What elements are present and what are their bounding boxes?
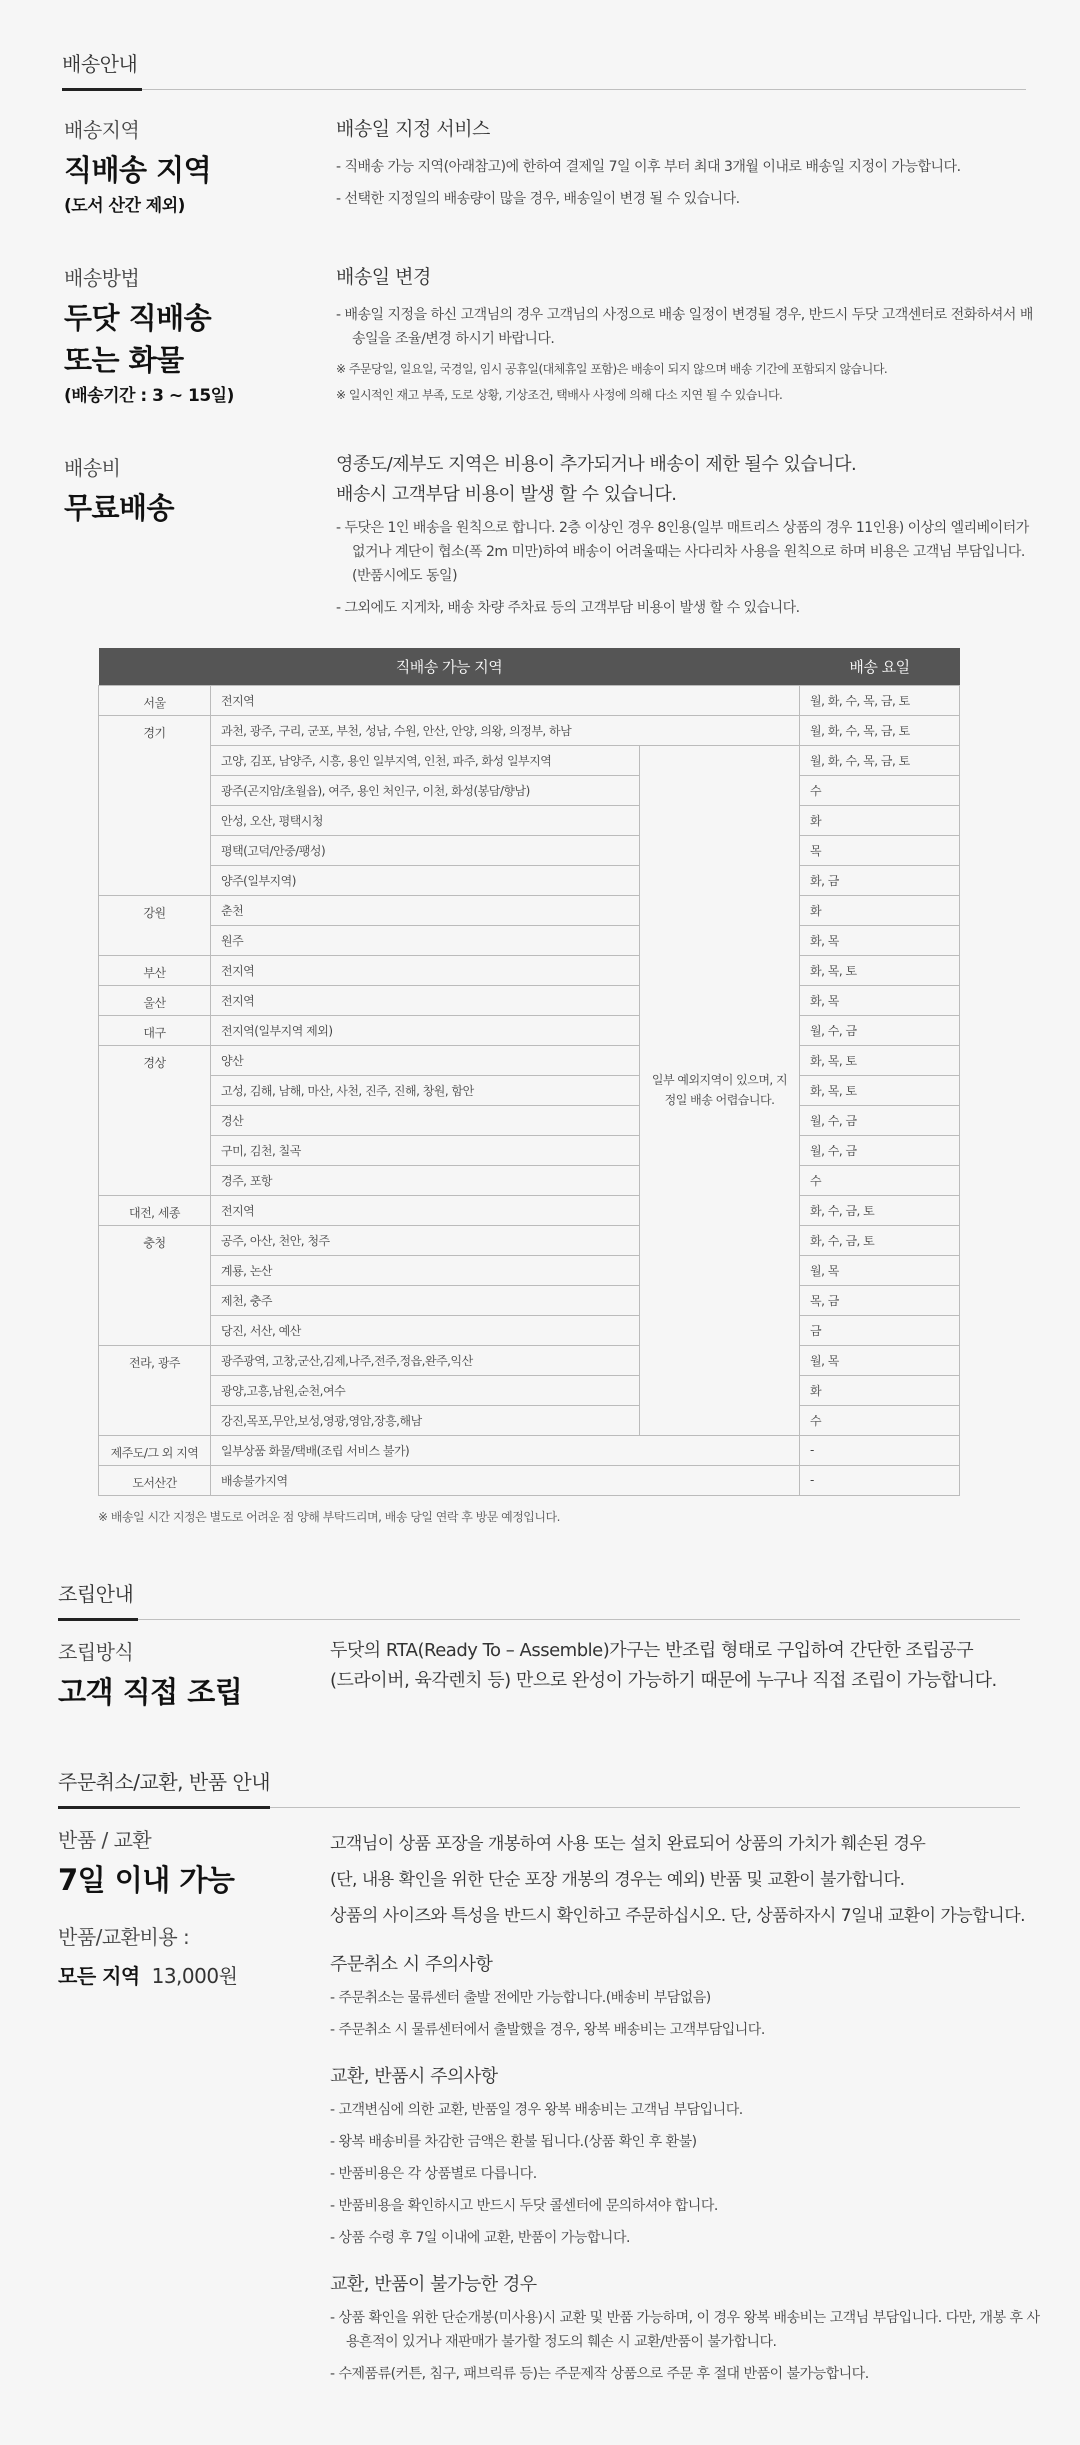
table-row [99,1315,960,1345]
days-cell: 월, 목 [800,1345,960,1375]
area-cell: 구미, 김천, 칠곡 [211,1135,640,1165]
area-label: 배송지역 [64,118,140,142]
table-row [99,1165,960,1195]
table-row [99,1045,960,1075]
returns-text: 고객님이 상품 포장을 개봉하여 사용 또는 설치 완료되어 상품의 가치가 훼손된 경우 [330,1834,926,1854]
area-cell: 강진,목포,무안,보성,영광,영암,장흥,해남 [211,1405,640,1435]
list-item: - 고객변심에 의한 교환, 반품일 경우 왕복 배송비는 고객님 부담입니다. [330,2102,743,2118]
days-cell: 화, 수, 금, 토 [800,1195,960,1225]
days-cell: 화, 목, 토 [800,1045,960,1075]
cancel-head: 주문취소 시 주의사항 [330,1954,493,1975]
area-cell: 전지역(일부지역 제외) [211,1015,640,1045]
region-cell: 부산 [99,955,211,985]
days-cell: 화 [800,805,960,835]
area-cell: 당진, 서산, 예산 [211,1315,640,1345]
fee-block [64,452,174,529]
days-cell: 월, 화, 수, 목, 금, 토 [800,745,960,775]
returns-block [58,1824,237,1989]
days-cell: 화, 목, 토 [800,955,960,985]
table-row [99,1375,960,1405]
region-cell: 대전, 세종 [99,1195,211,1225]
area-cell: 전지역 [211,985,640,1015]
region-cell: 전라, 광주 [99,1345,211,1435]
no-return-head: 교환, 반품이 불가능한 경우 [330,2274,537,2295]
days-cell: 수 [800,1165,960,1195]
returns-fee-amount: 13,000원 [151,1964,238,1988]
table-row [99,1225,960,1255]
area-cell: 공주, 아산, 천안, 청주 [211,1225,640,1255]
table-row [99,865,960,895]
area-cell: 안성, 오산, 평택시청 [211,805,640,835]
table-note: ※ 배송일 시간 지정은 별도로 어려운 점 양해 부탁드리며, 배송 당일 연락 후 방문 예정입니다. [98,1510,560,1524]
list-item: - 반품비용은 각 상품별로 다릅니다. [330,2166,537,2182]
fee-title: 무료배송 [64,491,175,525]
area-cell: 일부상품 화물/택배(조립 서비스 불가) [211,1435,800,1465]
region-cell: 제주도/그 외 지역 [99,1435,211,1465]
returns-text: (단, 내용 확인을 위한 단순 포장 개봉의 경우는 예외) 반품 및 교환이 불가합니다. [330,1870,905,1890]
area-cell: 제천, 충주 [211,1285,640,1315]
area-title: 직배송 지역 [64,153,212,187]
table-row [99,1195,960,1225]
section-title: 배송안내 [62,52,138,76]
table-row [99,1075,960,1105]
area-head: 배송일 지정 서비스 [336,118,490,140]
region-cell: 강원 [99,895,211,955]
table-header-row [99,648,960,685]
region-cell: 대구 [99,1015,211,1045]
area-cell: 평택(고덕/안중/팽성) [211,835,640,865]
table-row [99,985,960,1015]
returns-text: 상품의 사이즈와 특성을 반드시 확인하고 주문하십시오. 단, 상품하자시 7일내 교환이 가능합니다. [330,1906,1026,1926]
section-title: 주문취소/교환, 반품 안내 [58,1770,271,1794]
table-row [99,775,960,805]
table-row [99,925,960,955]
days-cell: 월, 화, 수, 목, 금, 토 [800,715,960,745]
region-cell: 울산 [99,985,211,1015]
list-item: - 선택한 지정일의 배송량이 많을 경우, 배송일이 변경 될 수 있습니다. [336,191,740,207]
region-cell: 서울 [99,685,211,715]
days-cell: 화, 목 [800,925,960,955]
area-cell: 전지역 [211,685,800,715]
section-title: 조립안내 [58,1582,134,1606]
days-cell: 화, 목 [800,985,960,1015]
area-cell: 광양,고흥,남원,순천,여수 [211,1375,640,1405]
section-underline [62,88,142,91]
area-detail [336,114,1036,219]
section-header-returns [58,1766,1020,1808]
days-cell: 수 [800,1405,960,1435]
area-cell: 고성, 김해, 남해, 마산, 사천, 진주, 진해, 창원, 함안 [211,1075,640,1105]
days-cell: - [800,1465,960,1495]
area-cell: 원주 [211,925,640,955]
list-item: - 배송일 지정을 하신 고객님의 경우 고객님의 사정으로 배송 일정이 변경될 경우, 반드시 두닷 고객센터로 전화하셔서 배송일을 조율/변경 하시기 바랍니다. [336,307,1033,347]
table-row [99,835,960,865]
days-cell: 화, 금 [800,865,960,895]
area-cell: 광주광역, 고창,군산,김제,나주,전주,정읍,완주,익산 [211,1345,640,1375]
table-row [99,955,960,985]
method-title-2: 또는 화물 [64,343,184,377]
fee-text: 배송시 고객부담 비용이 발생 할 수 있습니다. [336,484,677,505]
days-cell: 화 [800,895,960,925]
table-row [99,1285,960,1315]
list-item: - 그외에도 지게차, 배송 차량 주차료 등의 고객부담 비용이 발생 할 수 있습니다. [336,600,800,616]
area-cell: 과천, 광주, 구리, 군포, 부천, 성남, 수원, 안산, 안양, 의왕, 의정부, 하남 [211,715,800,745]
table-row [99,895,960,925]
assembly-block [58,1636,242,1713]
section-underline [58,1806,270,1809]
assembly-title: 고객 직접 조립 [58,1675,243,1709]
days-cell: 화 [800,1375,960,1405]
region-cell: 경기 [99,715,211,895]
returns-detail [330,1826,1040,2394]
table-row [99,715,960,745]
returns-title: 7일 이내 가능 [58,1863,235,1897]
area-cell: 춘천 [211,895,640,925]
list-item: - 주문취소는 물류센터 출발 전에만 가능합니다.(배송비 부담없음) [330,1990,711,2006]
list-item: - 주문취소 시 물류센터에서 출발했을 경우, 왕복 배송비는 고객부담입니다. [330,2022,765,2038]
days-cell: 월, 화, 수, 목, 금, 토 [800,685,960,715]
area-cell: 고양, 김포, 남양주, 시흥, 용인 일부지역, 인천, 파주, 화성 일부지역 [211,745,640,775]
returns-fee-region: 모든 지역 [58,1964,140,1988]
area-cell: 광주(곤지암/초월읍), 여주, 용인 처인구, 이천, 화성(봉담/향남) [211,775,640,805]
table-row [99,1405,960,1435]
note: ※ 주문당일, 일요일, 국경일, 임시 공휴일(대체휴일 포함)은 배송이 되지 않으며 배송 기간에 포함되지 않습니다. [336,362,888,376]
assembly-text: (드라이버, 육각렌치 등) 만으로 완성이 가능하기 때문에 누구나 직접 조립이 가능합니다. [330,1670,997,1691]
days-cell: 수 [800,775,960,805]
table-row [99,1015,960,1045]
table-row [99,685,960,715]
area-cell: 전지역 [211,955,640,985]
days-cell: 화, 목, 토 [800,1075,960,1105]
section-underline [58,1618,138,1621]
fee-detail [336,450,1036,628]
list-item: - 수제품류(커튼, 침구, 패브릭류 등)는 주문제작 상품으로 주문 후 절대 반품이 불가능합니다. [330,2366,869,2382]
method-title-1: 두닷 직배송 [64,301,212,335]
returns-fee-label: 반품/교환비용 : [58,1925,190,1949]
list-item: - 상품 확인을 위한 단순개봉(미사용)시 교환 및 반품 가능하며, 이 경우 왕복 배송비는 고객님 부담입니다. 다만, 개봉 후 사용흔적이 있거나 재판매가 불가할 정도의 훼손 시 교환/반품이 불가합니다. [330,2310,1040,2350]
table-row [99,745,960,775]
area-sub: (도서 산간 제외) [64,196,185,216]
table-row [99,1105,960,1135]
exception-note-cell: 일부 예외지역이 있으며, 지정일 배송 어렵습니다. [640,745,800,1435]
list-item: - 상품 수령 후 7일 이내에 교환, 반품이 가능합니다. [330,2230,630,2246]
days-cell: 화, 수, 금, 토 [800,1225,960,1255]
area-cell: 전지역 [211,1195,640,1225]
days-cell: 월, 수, 금 [800,1135,960,1165]
table-row [99,1135,960,1165]
assembly-text: 두닷의 RTA(Ready To – Assemble)가구는 반조립 형태로 구입하여 간단한 조립공구 [330,1640,974,1661]
exchange-head: 교환, 반품시 주의사항 [330,2066,498,2087]
area-cell: 배송불가지역 [211,1465,800,1495]
list-item: - 반품비용을 확인하시고 반드시 두닷 콜센터에 문의하셔야 합니다. [330,2198,718,2214]
method-sub: (배송기간 : 3 ~ 15일) [64,386,234,406]
region-cell: 도서산간 [99,1465,211,1495]
area-cell: 양주(일부지역) [211,865,640,895]
list-item: - 왕복 배송비를 차감한 금액은 환불 됩니다.(상품 확인 후 환불) [330,2134,697,2150]
days-cell: 목 [800,835,960,865]
table-row [99,1255,960,1285]
section-header-assembly [58,1578,1020,1620]
fee-text: 영종도/제부도 지역은 비용이 추가되거나 배송이 제한 될수 있습니다. [336,454,857,475]
days-cell: 목, 금 [800,1285,960,1315]
table-row [99,1435,960,1465]
section-header-delivery [62,48,1026,90]
table-row [99,1465,960,1495]
days-cell: 월, 수, 금 [800,1015,960,1045]
method-block [64,262,234,406]
days-cell: 월, 수, 금 [800,1105,960,1135]
assembly-detail [330,1636,1030,1696]
table-row [99,805,960,835]
assembly-label: 조립방식 [58,1640,134,1664]
region-cell: 경상 [99,1045,211,1195]
table-header-area: 직배송 가능 지역 [99,648,800,685]
method-detail [336,262,1036,411]
note: ※ 일시적인 재고 부족, 도로 상황, 기상조건, 택배사 사정에 의해 다소 지연 될 수 있습니다. [336,388,783,402]
returns-label: 반품 / 교환 [58,1828,152,1852]
table-row [99,1345,960,1375]
area-cell: 경주, 포항 [211,1165,640,1195]
area-block [64,114,211,216]
area-cell: 양산 [211,1045,640,1075]
area-cell: 계룡, 논산 [211,1255,640,1285]
area-cell: 경산 [211,1105,640,1135]
delivery-area-table [98,648,960,1496]
days-cell: 금 [800,1315,960,1345]
region-cell: 충청 [99,1225,211,1345]
fee-label: 배송비 [64,456,121,480]
days-cell: - [800,1435,960,1465]
days-cell: 월, 목 [800,1255,960,1285]
method-label: 배송방법 [64,266,140,290]
list-item: - 두닷은 1인 배송을 원칙으로 합니다. 2층 이상인 경우 8인용(일부 매트리스 상품의 경우 11인용) 이상의 엘리베이터가 없거나 계단이 협소(폭 2m 미만)하여 배송이 어려울때는 사다리차 사용을 원칙으로 하며 비용은 고객님 부담입니다.(반품시에도 동일) [336,520,1029,584]
table-header-days: 배송 요일 [800,648,960,685]
method-head: 배송일 변경 [336,266,431,288]
list-item: - 직배송 가능 지역(아래참고)에 한하여 결제일 7일 이후 부터 최대 3개월 이내로 배송일 지정이 가능합니다. [336,159,961,175]
